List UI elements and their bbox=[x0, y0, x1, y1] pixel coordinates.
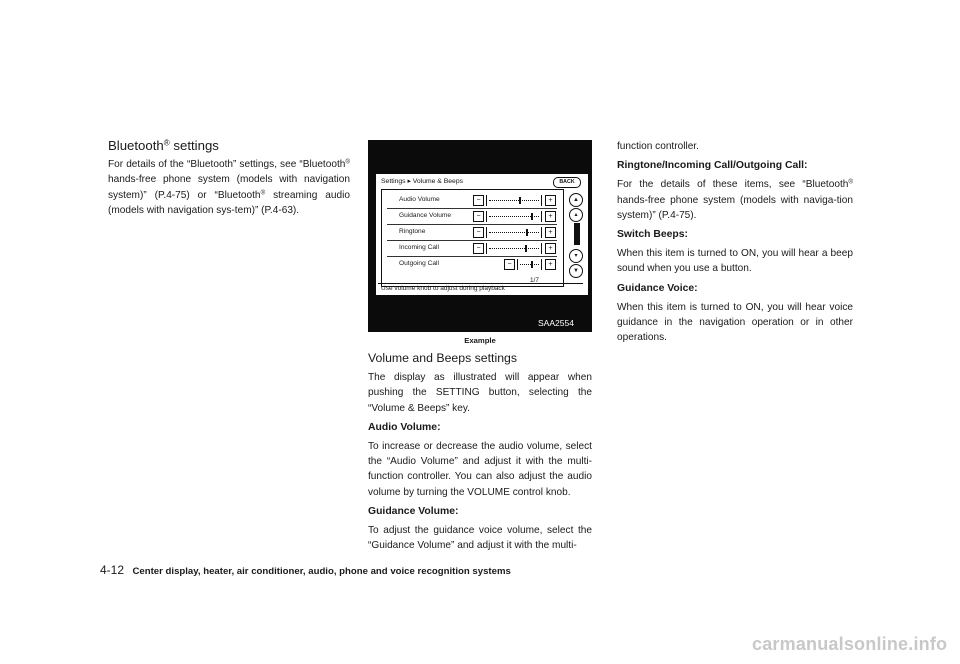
row-label: Incoming Call bbox=[399, 244, 439, 251]
continued-paragraph: function controller. bbox=[617, 141, 699, 152]
scroll-top-icon: ▲ bbox=[569, 193, 583, 207]
switch-beeps-paragraph: When this item is turned to ON, you will hear a beep sound when you use a button. bbox=[617, 248, 853, 275]
row-ringtone bbox=[387, 226, 557, 241]
scroll-up-icon: ▴ bbox=[569, 208, 583, 222]
plus-button: + bbox=[545, 227, 556, 238]
volume-beeps-screen bbox=[376, 174, 588, 295]
chapter-title: Center display, heater, air conditioner, audio, phone and voice recognition systems bbox=[132, 566, 511, 577]
switch-beeps-heading: Switch Beeps: bbox=[617, 229, 689, 241]
plus-button: + bbox=[545, 211, 556, 222]
bluetooth-settings-heading: Bluetooth® settings bbox=[108, 138, 219, 153]
figure-code: SAA2554 bbox=[538, 318, 574, 328]
row-label: Guidance Volume bbox=[399, 212, 452, 219]
intro-paragraph: The display as illustrated will appear when pushing the SETTING button, selecting the “Volume & Beeps” key. bbox=[368, 372, 592, 414]
plus-button: + bbox=[545, 195, 556, 206]
level-bar bbox=[486, 195, 542, 206]
row-outgoing-call bbox=[387, 258, 557, 272]
guidance-voice-heading: Guidance Voice: bbox=[617, 282, 698, 294]
minus-button: − bbox=[473, 195, 484, 206]
row-label: Outgoing Call bbox=[399, 260, 439, 267]
row-guidance-volume bbox=[387, 210, 557, 225]
bluetooth-settings-paragraph: For details of the “Bluetooth” settings, see “Bluetooth® hands-free phone system (models with navigation system)” (P.4-75) or “Bluetooth® streaming audio (models with navigation sys-tem)” (P.4-63). bbox=[108, 158, 350, 216]
settings-panel bbox=[381, 189, 564, 287]
guidance-volume-paragraph: To adjust the guidance voice volume, select the “Guidance Volume” and adjust it with the multi- bbox=[368, 525, 592, 552]
minus-button: − bbox=[473, 243, 484, 254]
page-footer bbox=[100, 561, 511, 579]
audio-volume-heading: Audio Volume: bbox=[368, 421, 441, 433]
page-indicator: 1/7 bbox=[530, 277, 539, 284]
scrollbar-thumb bbox=[574, 223, 580, 245]
volume-beeps-heading: Volume and Beeps settings bbox=[368, 351, 518, 365]
figure-caption: Example bbox=[464, 336, 496, 345]
back-button: BACK bbox=[553, 177, 581, 188]
level-bar bbox=[486, 227, 542, 238]
guidance-volume-heading: Guidance Volume: bbox=[368, 506, 459, 518]
watermark: carmanualsonline.info bbox=[752, 634, 948, 654]
scroll-down-icon: ▾ bbox=[569, 249, 583, 263]
row-audio-volume bbox=[387, 194, 557, 209]
minus-button: − bbox=[504, 259, 515, 270]
ringtone-heading: Ringtone/Incoming Call/Outgoing Call: bbox=[617, 160, 808, 172]
guidance-voice-paragraph: When this item is turned to ON, you will hear voice guidance in the navigation operation or in other operations. bbox=[617, 301, 853, 344]
plus-button: + bbox=[545, 259, 556, 270]
screen-title: Settings ▸ Volume & Beeps bbox=[381, 178, 464, 185]
hint-text: Use volume knob to adjust during playback bbox=[381, 285, 505, 292]
level-bar bbox=[517, 259, 542, 270]
plus-button: + bbox=[545, 243, 556, 254]
minus-button: − bbox=[473, 211, 484, 222]
hint-bar bbox=[378, 283, 583, 294]
middle-column bbox=[368, 370, 592, 554]
row-label: Audio Volume bbox=[399, 196, 440, 203]
page-number: 4-12 bbox=[100, 563, 125, 577]
minus-button: − bbox=[473, 227, 484, 238]
row-incoming-call bbox=[387, 242, 557, 257]
ringtone-paragraph: For the details of these items, see “Bluetooth® hands-free phone system (models with naviga-tion system)” (P.4-75). bbox=[617, 178, 853, 221]
level-bar bbox=[486, 211, 542, 222]
level-bar bbox=[486, 243, 542, 254]
scroll-bottom-icon: ▼ bbox=[569, 264, 583, 278]
row-label: Ringtone bbox=[399, 228, 426, 235]
right-column bbox=[617, 139, 853, 346]
audio-volume-paragraph: To increase or decrease the audio volume, select the “Audio Volume” and adjust it with the multi-function controller. You can also adjust the audio volume by turning the VOLUME control knob. bbox=[368, 440, 592, 498]
